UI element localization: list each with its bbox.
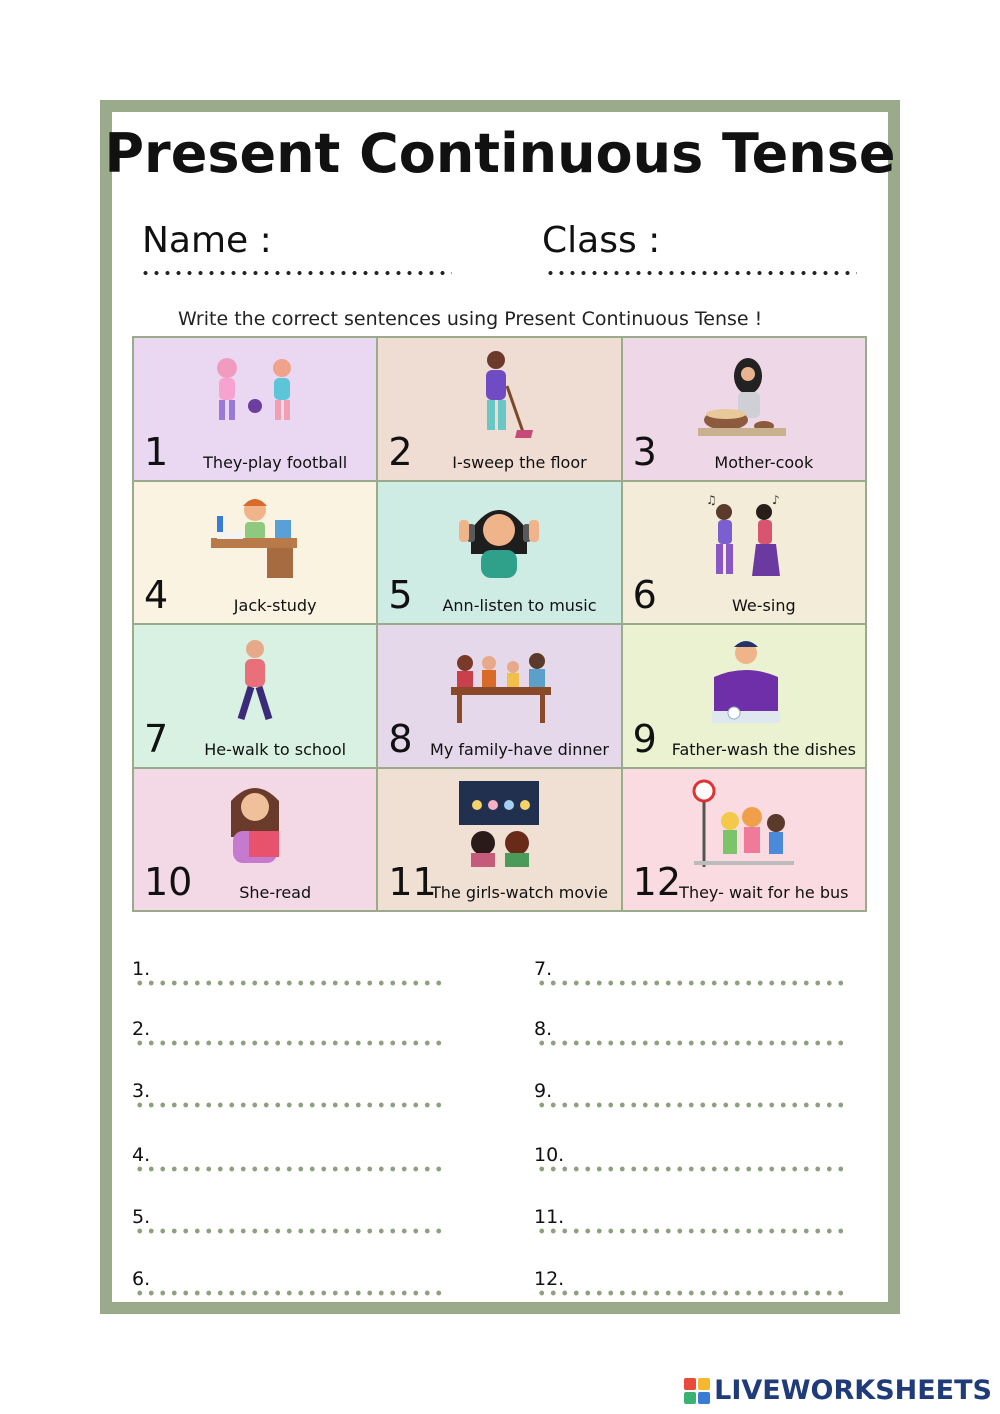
answer-line-6[interactable] [134, 1290, 444, 1296]
picture-caption: We-sing [732, 596, 796, 615]
answer-line-4[interactable] [134, 1166, 444, 1172]
picture-number: 6 [632, 573, 657, 617]
worksheet-title: Present Continuous Tense [104, 122, 896, 185]
name-label: Name : [142, 220, 272, 261]
svg-text:♫: ♫ [705, 492, 717, 507]
person-sweeping-icon [441, 346, 557, 442]
picture-number: 7 [144, 716, 169, 761]
svg-text:♪: ♪ [771, 492, 780, 507]
answer-number: 1. [132, 958, 151, 980]
answer-number: 5. [132, 1206, 151, 1228]
answer-number: 12. [534, 1268, 565, 1290]
answer-number: 9. [534, 1080, 553, 1102]
man-washing-dishes-icon [686, 633, 802, 729]
picture-number: 3 [632, 429, 657, 474]
picture-caption: My family-have dinner [430, 739, 609, 759]
picture-caption: Father-wash the dishes [671, 739, 856, 759]
woman-reading-book-icon [197, 777, 313, 873]
picture-caption: Jack-study [233, 596, 317, 615]
answer-number: 4. [132, 1144, 151, 1166]
answer-line-3[interactable] [134, 1102, 444, 1108]
picture-number: 2 [388, 429, 413, 474]
picture-number: 11 [388, 860, 437, 904]
picture-card-1 [134, 338, 376, 480]
picture-caption: I-sweep the floor [452, 452, 587, 472]
picture-card-11 [378, 769, 620, 911]
answer-line-11[interactable] [536, 1228, 846, 1234]
picture-caption: Ann-listen to music [442, 596, 597, 615]
girl-headphones-icon [441, 490, 557, 586]
answer-number: 11. [534, 1206, 565, 1228]
people-singing-dancing-icon [686, 490, 802, 586]
picture-caption: He-walk to school [204, 739, 347, 759]
picture-card-10 [134, 769, 376, 911]
answer-number: 7. [534, 958, 553, 980]
picture-caption: The girls-watch movie [431, 883, 608, 902]
brand-name: LIVEWORKSHEETS [714, 1375, 992, 1406]
answer-number: 10. [534, 1144, 565, 1166]
man-walking-icon [197, 633, 313, 729]
name-input-line[interactable] [140, 270, 452, 276]
picture-number: 12 [632, 860, 682, 904]
picture-card-7 [134, 625, 376, 767]
answer-line-7[interactable] [536, 980, 846, 986]
picture-grid [132, 336, 867, 912]
logo-blocks-icon [684, 1378, 710, 1404]
girls-watching-movie-icon [441, 777, 557, 873]
picture-card-3 [623, 338, 865, 480]
picture-caption: They- wait for he bus [679, 883, 849, 902]
answer-line-9[interactable] [536, 1102, 846, 1108]
answer-number: 3. [132, 1080, 151, 1102]
picture-card-5 [378, 482, 620, 624]
picture-number: 1 [144, 429, 169, 474]
answer-line-2[interactable] [134, 1040, 444, 1046]
family-dinner-table-icon [441, 633, 557, 729]
picture-card-8 [378, 625, 620, 767]
answer-number: 6. [132, 1268, 151, 1290]
liveworksheets-logo [684, 1375, 992, 1406]
answer-number: 8. [534, 1018, 553, 1040]
picture-card-9 [623, 625, 865, 767]
woman-cooking-icon [686, 346, 802, 442]
answer-line-8[interactable] [536, 1040, 846, 1046]
class-input-line[interactable] [545, 270, 857, 276]
class-label: Class : [542, 220, 661, 261]
picture-card-12 [623, 769, 865, 911]
kids-playing-football-icon [197, 346, 313, 442]
picture-caption: Mother-cook [714, 452, 814, 472]
kids-at-bus-stop-icon [686, 777, 802, 873]
picture-caption: She-read [239, 883, 312, 902]
picture-number: 5 [388, 573, 413, 617]
picture-number: 9 [632, 716, 657, 761]
answer-line-12[interactable] [536, 1290, 846, 1296]
picture-number: 4 [144, 573, 169, 617]
answer-number: 2. [132, 1018, 151, 1040]
answer-line-1[interactable] [134, 980, 444, 986]
answer-line-5[interactable] [134, 1228, 444, 1234]
instruction-text: Write the correct sentences using Present Continuous Tense ! [178, 308, 763, 330]
picture-card-6 [623, 482, 865, 624]
boy-studying-at-desk-icon [197, 490, 313, 586]
picture-caption: They-play football [203, 452, 348, 472]
answer-line-10[interactable] [536, 1166, 846, 1172]
picture-card-4 [134, 482, 376, 624]
picture-card-2 [378, 338, 620, 480]
picture-number: 10 [144, 860, 193, 904]
picture-number: 8 [388, 716, 413, 761]
